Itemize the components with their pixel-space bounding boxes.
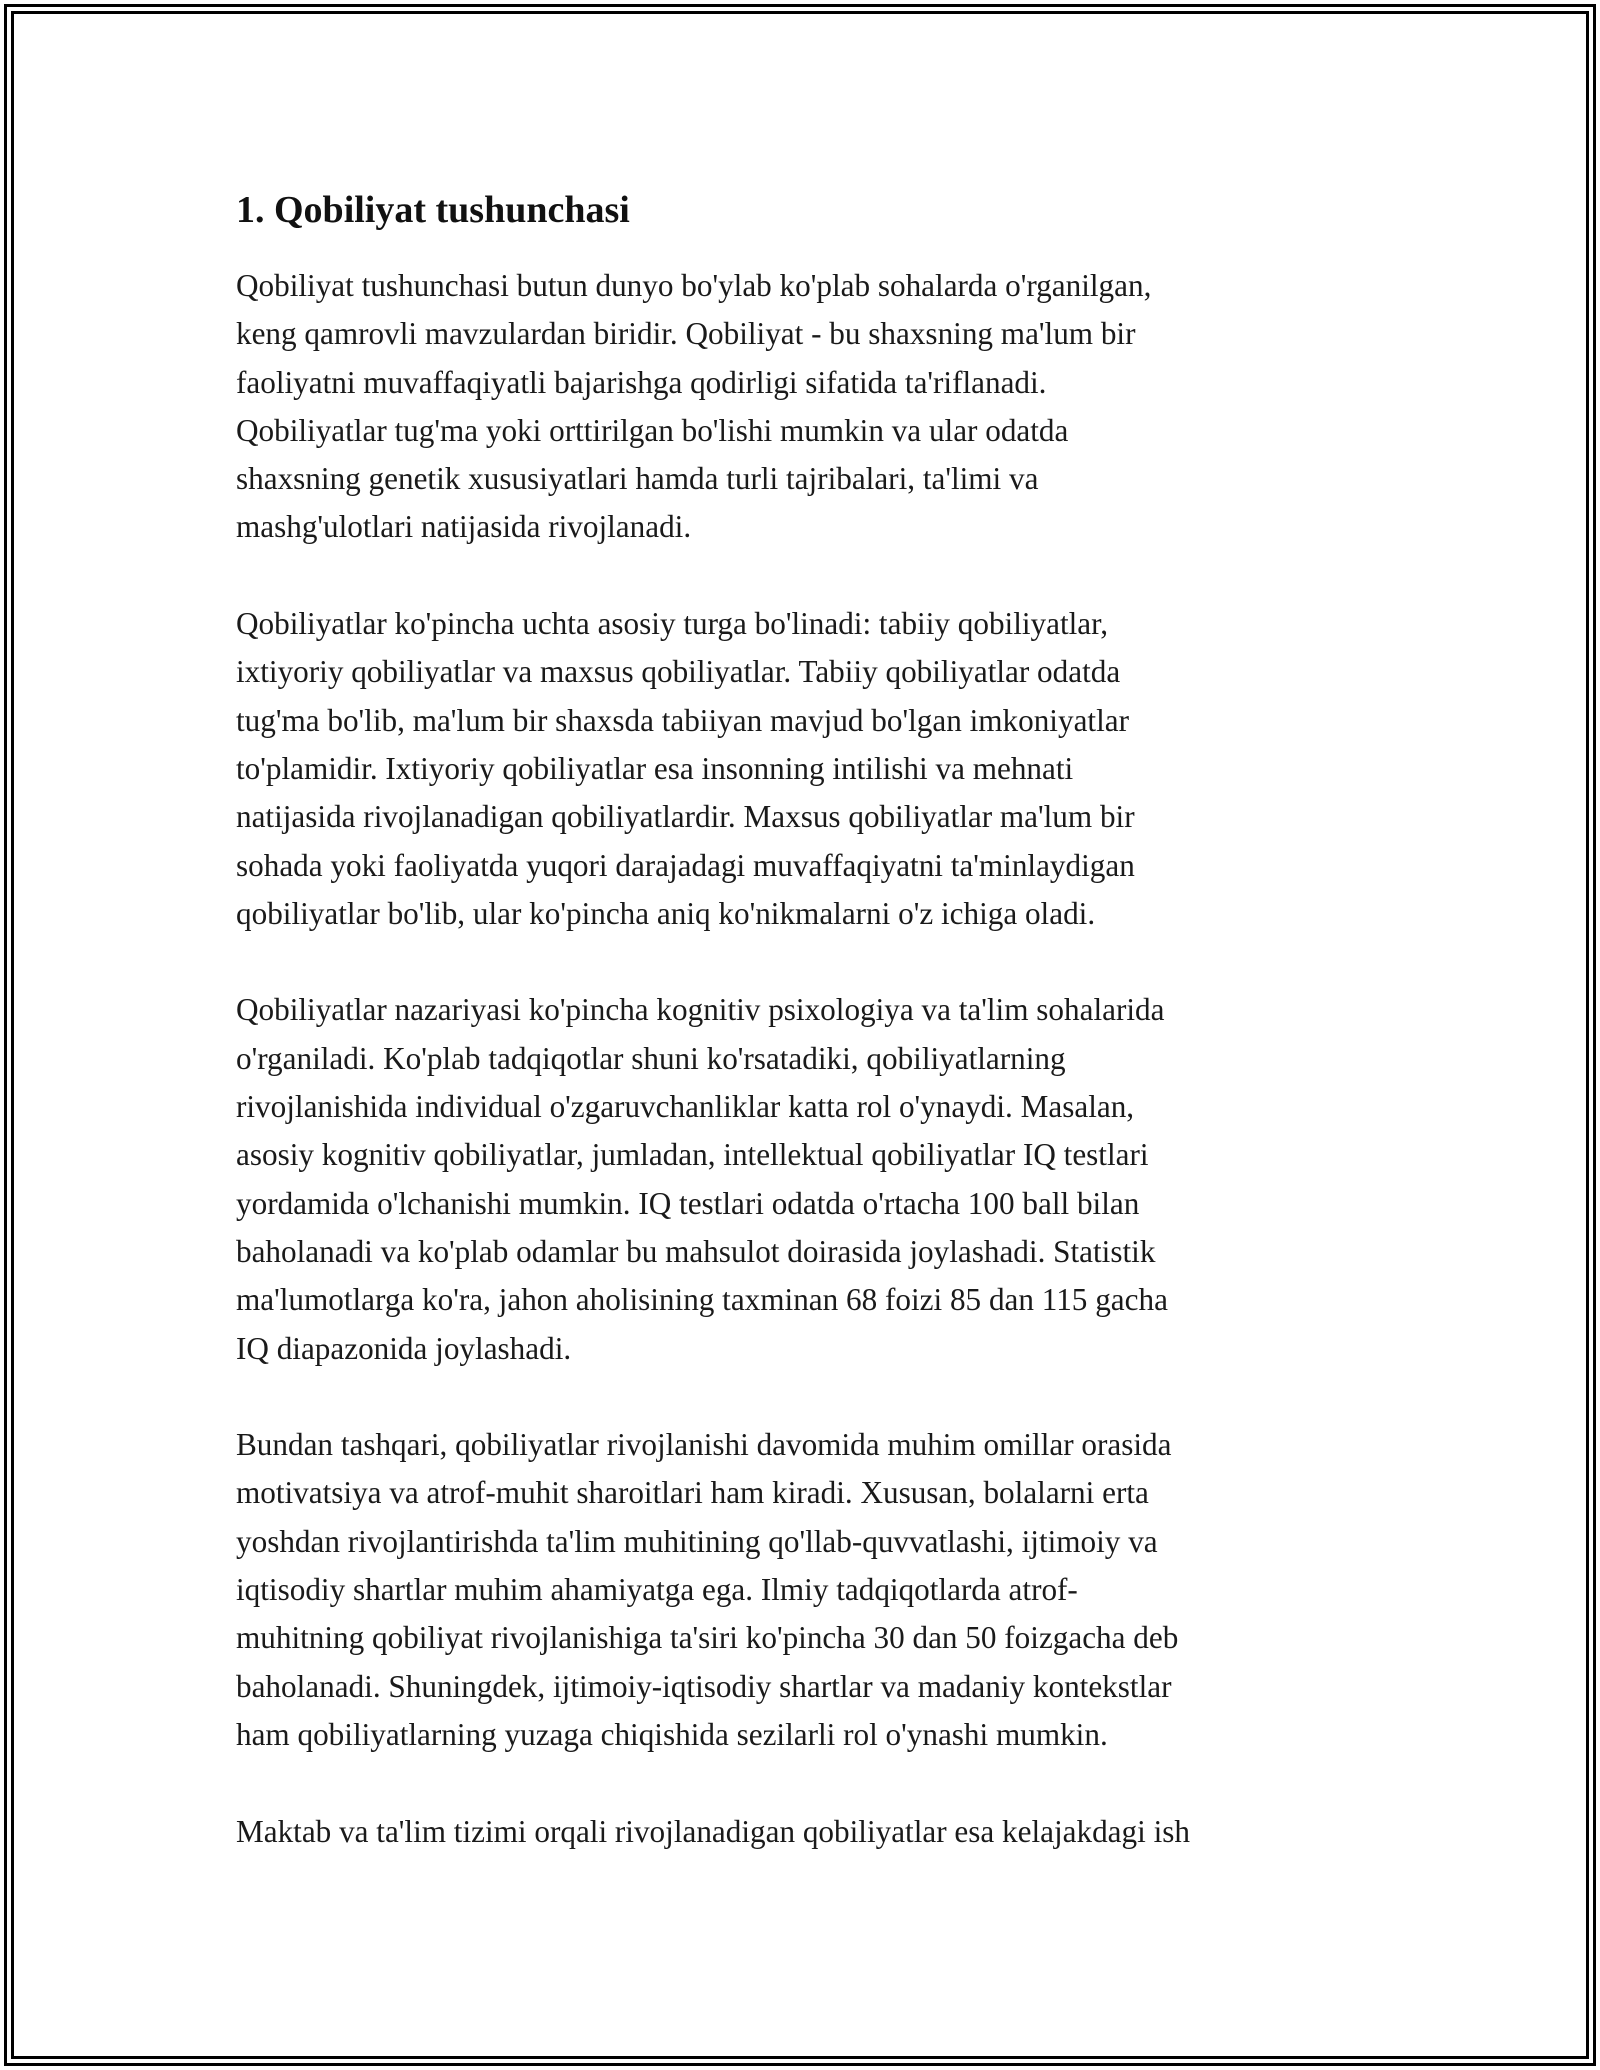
paragraph-2 xyxy=(236,600,1364,938)
text-line: to'plamidir. Ixtiyoriy qobiliyatlar esa insonning intilishi va mehnati xyxy=(236,750,1074,786)
text-line: muhitning qobiliyat rivojlanishiga ta'siri ko'pincha 30 dan 50 foizgacha deb xyxy=(236,1620,1179,1656)
text-line: yoshdan rivojlantirishda ta'lim muhitining qo'llab-quvvatlashi, ijtimoiy va xyxy=(236,1523,1158,1559)
text-line: yordamida o'lchanishi mumkin. IQ testlari odatda o'rtacha 100 ball bilan xyxy=(236,1185,1140,1221)
text-line: baholanadi. Shuningdek, ijtimoiy-iqtisodiy shartlar va madaniy kontekstlar xyxy=(236,1668,1172,1704)
paragraph-3 xyxy=(236,986,1364,1372)
text-line: Qobiliyatlar nazariyasi ko'pincha kognitiv psixologiya va ta'lim sohalarida xyxy=(236,992,1165,1028)
document-page xyxy=(236,186,1364,1904)
text-line: faoliyatni muvaffaqiyatli bajarishga qodirligi sifatida ta'riflanadi. xyxy=(236,364,1047,400)
text-line: sohada yoki faoliyatda yuqori darajadagi muvaffaqiyatni ta'minlaydigan xyxy=(236,847,1135,883)
text-line: tug'ma bo'lib, ma'lum bir shaxsda tabiiyan mavjud bo'lgan imkoniyatlar xyxy=(236,702,1129,738)
text-line: motivatsiya va atrof-muhit sharoitlari ham kiradi. Xususan, bolalarni erta xyxy=(236,1475,1149,1511)
text-line: IQ diapazonida joylashadi. xyxy=(236,1330,572,1366)
paragraph-5 xyxy=(236,1808,1364,1856)
text-line: keng qamrovli mavzulardan biridir. Qobiliyat - bu shaxsning ma'lum bir xyxy=(236,316,1136,352)
text-line: Qobiliyatlar ko'pincha uchta asosiy turga bo'linadi: tabiiy qobiliyatlar, xyxy=(236,606,1109,642)
text-line: asosiy kognitiv qobiliyatlar, jumladan, intellektual qobiliyatlar IQ testlari xyxy=(236,1137,1149,1173)
text-line: baholanadi va ko'plab odamlar bu mahsulot doirasida joylashadi. Statistik xyxy=(236,1233,1156,1269)
text-line: ma'lumotlarga ko'ra, jahon aholisining taxminan 68 foizi 85 dan 115 gacha xyxy=(236,1282,1168,1318)
text-line: shaxsning genetik xususiyatlari hamda turli tajribalari, ta'limi va xyxy=(236,461,1039,497)
text-line: o'rganiladi. Ko'plab tadqiqotlar shuni ko'rsatadiki, qobiliyatlarning xyxy=(236,1040,1066,1076)
text-line: ixtiyoriy qobiliyatlar va maxsus qobiliyatlar. Tabiiy qobiliyatlar odatda xyxy=(236,654,1121,690)
text-line: iqtisodiy shartlar muhim ahamiyatga ega. Ilmiy tadqiqotlarda atrof- xyxy=(236,1572,1078,1608)
text-line: natijasida rivojlanadigan qobiliyatlardir. Maxsus qobiliyatlar ma'lum bir xyxy=(236,799,1135,835)
text-line: qobiliyatlar bo'lib, ular ko'pincha aniq ko'nikmalarni o'z ichiga oladi. xyxy=(236,895,1096,931)
paragraph-1 xyxy=(236,262,1364,552)
paragraph-4 xyxy=(236,1421,1364,1759)
text-line: Maktab va ta'lim tizimi orqali rivojlanadigan qobiliyatlar esa kelajakdagi ish xyxy=(236,1813,1190,1849)
text-line: Bundan tashqari, qobiliyatlar rivojlanishi davomida muhim omillar orasida xyxy=(236,1427,1172,1463)
text-line: mashg'ulotlari natijasida rivojlanadi. xyxy=(236,509,692,545)
text-line: Qobiliyat tushunchasi butun dunyo bo'ylab ko'plab sohalarda o'rganilgan, xyxy=(236,268,1152,303)
section-heading: 1. Qobiliyat tushunchasi xyxy=(236,189,630,231)
text-line: ham qobiliyatlarning yuzaga chiqishida sezilarli rol o'ynashi mumkin. xyxy=(236,1716,1108,1752)
text-line: Qobiliyatlar tug'ma yoki orttirilgan bo'lishi mumkin va ular odatda xyxy=(236,412,1069,448)
text-line: rivojlanishida individual o'zgaruvchanliklar katta rol o'ynaydi. Masalan, xyxy=(236,1089,1135,1125)
